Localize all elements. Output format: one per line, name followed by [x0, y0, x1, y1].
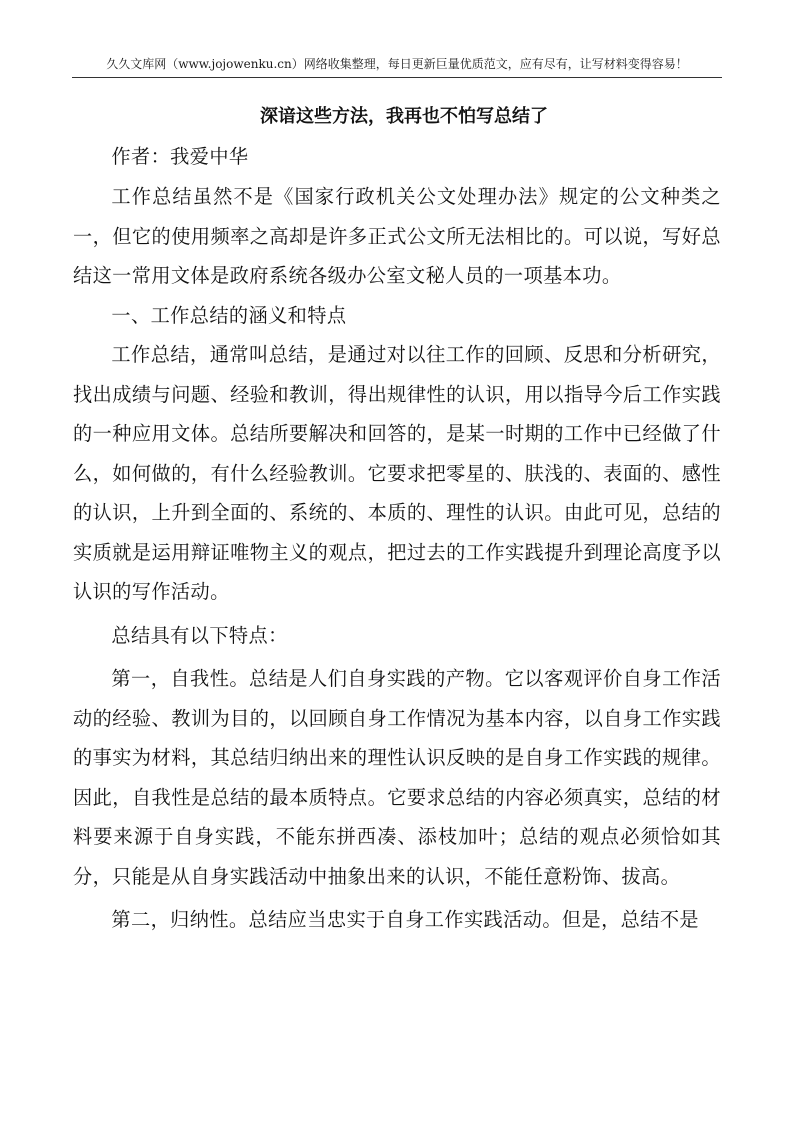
paragraph-features-intro: 总结具有以下特点： — [111, 623, 288, 647]
paragraph-definition: 工作总结，通常叫总结，是通过对以往工作的回顾、反思和分析研究，找出成绩与问题、经验和教训，得出规律性的认识，用以指导今后工作实践的一种应用文体。总结所要解决和回答的，是某一时期的工作中已经做了什么，如何做的，有什么经验教训。它要求把零星的、肤浅的、表面的、感性的认识，上升到全面的、系统的、本质的、理性的认识。由此可见，总结的实质就是运用辩证唯物主义的观点，把过去的工作实践提升到理论高度予以认识的写作活动。 — [73, 343, 721, 603]
document-body — [73, 97, 721, 940]
page-header — [72, 57, 722, 78]
paragraph-feature-one: 第一，自我性。总结是人们自身实践的产物。它以客观评价自身工作活动的经验、教训为目的，以回顾自身工作情况为基本内容，以自身工作实践的事实为材料，其总结归纳出来的理性认识反映的是自身工作实践的规律。因此，自我性是总结的最本质特点。它要求总结的内容必须真实，总结的材料要来源于自身实践，不能东拼西凑、添枝加叶；总结的观点必须恰如其分，只能是从自身实践活动中抽象出来的认识，不能任意粉饰、拔高。 — [73, 667, 721, 888]
header-text: 久久文库网（www.jojowenku.cn）网络收集整理，每日更新巨量优质范文，应有尽有，让写材料变得容易！ — [106, 57, 688, 71]
section-heading: 一、工作总结的涵义和特点 — [111, 303, 347, 327]
paragraph-intro: 工作总结虽然不是《国家行政机关公文处理办法》规定的公文种类之一，但它的使用频率之高却是许多正式公文所无法相比的。可以说，写好总结这一常用文体是政府系统各级办公室文秘人员的一项基本功。 — [73, 185, 721, 287]
document-title: 深谙这些方法，我再也不怕写总结了 — [260, 106, 548, 127]
paragraph-feature-two: 第二，归纳性。总结应当忠实于自身工作实践活动。但是，总结不是 — [111, 908, 700, 931]
author-line: 作者：我爱中华 — [111, 145, 249, 168]
